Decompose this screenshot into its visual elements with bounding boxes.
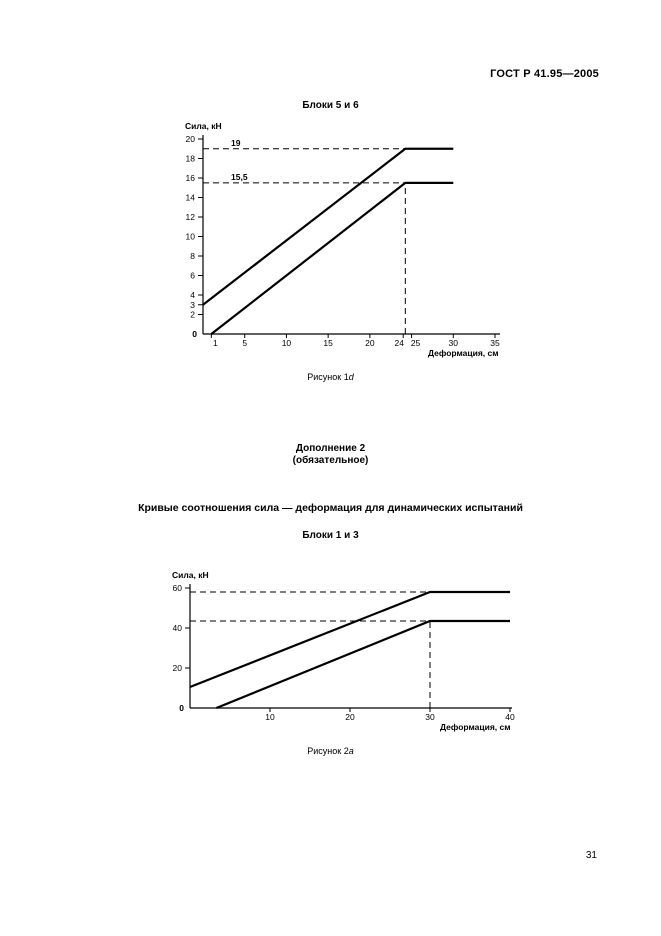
document-code: ГОСТ Р 41.95—2005 xyxy=(490,68,599,80)
chart1-x-tick-label: 20 xyxy=(365,338,375,348)
appendix-subtitle: (обязательное) xyxy=(292,455,369,466)
chart1-y-tick-label: 10 xyxy=(185,231,195,242)
figure1d-caption-suffix: d xyxy=(348,372,354,382)
chart2-x-tick-label: 40 xyxy=(505,712,515,722)
chart1-x-tick-label: 35 xyxy=(490,338,500,348)
figure2a-title: Блоки 1 и 3 xyxy=(302,530,359,541)
chart2-x-tick-label: 10 xyxy=(265,712,275,722)
chart1-x-tick-label: 1 xyxy=(212,338,218,348)
chart1-x-tick-label: 24 xyxy=(394,338,404,348)
figure1d-title: Блоки 5 и 6 xyxy=(302,100,359,111)
chart-figure-2a xyxy=(0,540,661,750)
chart1-y-tick-label: 20 xyxy=(185,134,195,144)
chart1-x-tick-label: 25 xyxy=(410,338,421,348)
figure2a-caption-prefix: Рисунок 2 xyxy=(307,746,349,756)
figure1d-caption xyxy=(0,372,661,382)
chart1-reference-label: 19 xyxy=(231,137,241,148)
chart1-y-tick-label: 12 xyxy=(185,212,195,222)
chart2-y-tick-label: 20 xyxy=(172,663,182,673)
section-title: Кривые соотношения сила — деформация для динамических испытаний xyxy=(138,502,523,514)
chart1-x-tick-label: 15 xyxy=(323,338,333,348)
chart1-y-tick-label: 16 xyxy=(185,173,195,183)
chart2-x-tick-label: 30 xyxy=(425,712,435,722)
chart1-y-axis-title: Сила, кН xyxy=(185,121,222,131)
appendix-title: Дополнение 2 xyxy=(295,443,366,454)
chart1-x-tick-label: 30 xyxy=(448,338,459,348)
chart1-x-tick-label: 5 xyxy=(242,338,248,348)
chart2-origin-label: 0 xyxy=(179,703,184,713)
chart1-y-tick-label: 8 xyxy=(190,251,195,261)
chart1-y-tick-label: 14 xyxy=(185,192,195,203)
chart2-y-axis-title: Сила, кН xyxy=(172,570,209,580)
chart1-y-tick-label: 3 xyxy=(190,299,195,310)
chart2-y-tick-label: 40 xyxy=(172,623,182,633)
figure2a-caption-suffix: а xyxy=(348,746,354,756)
chart1-x-tick-label: 10 xyxy=(281,338,292,348)
chart2-y-tick-label: 60 xyxy=(172,583,182,593)
chart1-y-tick-label: 18 xyxy=(185,153,195,164)
chart1-y-tick-label: 4 xyxy=(190,290,195,300)
chart1-x-axis-title: Деформация, см xyxy=(428,348,499,358)
chart-figure-1d xyxy=(0,0,661,400)
chart2-x-tick-label: 20 xyxy=(345,712,355,722)
page-number: 31 xyxy=(585,850,597,861)
chart1-y-tick-label: 2 xyxy=(190,309,195,320)
chart1-y-tick-label: 6 xyxy=(190,270,195,281)
chart1-reference-label: 15,5 xyxy=(231,171,248,182)
chart1-origin-label: 0 xyxy=(192,329,197,339)
chart2-x-axis-title: Деформация, см xyxy=(440,722,511,732)
chart2-series-line-lower xyxy=(216,621,510,708)
figure1d-caption-prefix: Рисунок 1 xyxy=(307,372,349,382)
figure2a-caption xyxy=(0,746,661,756)
chart2-series-line-upper xyxy=(190,592,510,687)
